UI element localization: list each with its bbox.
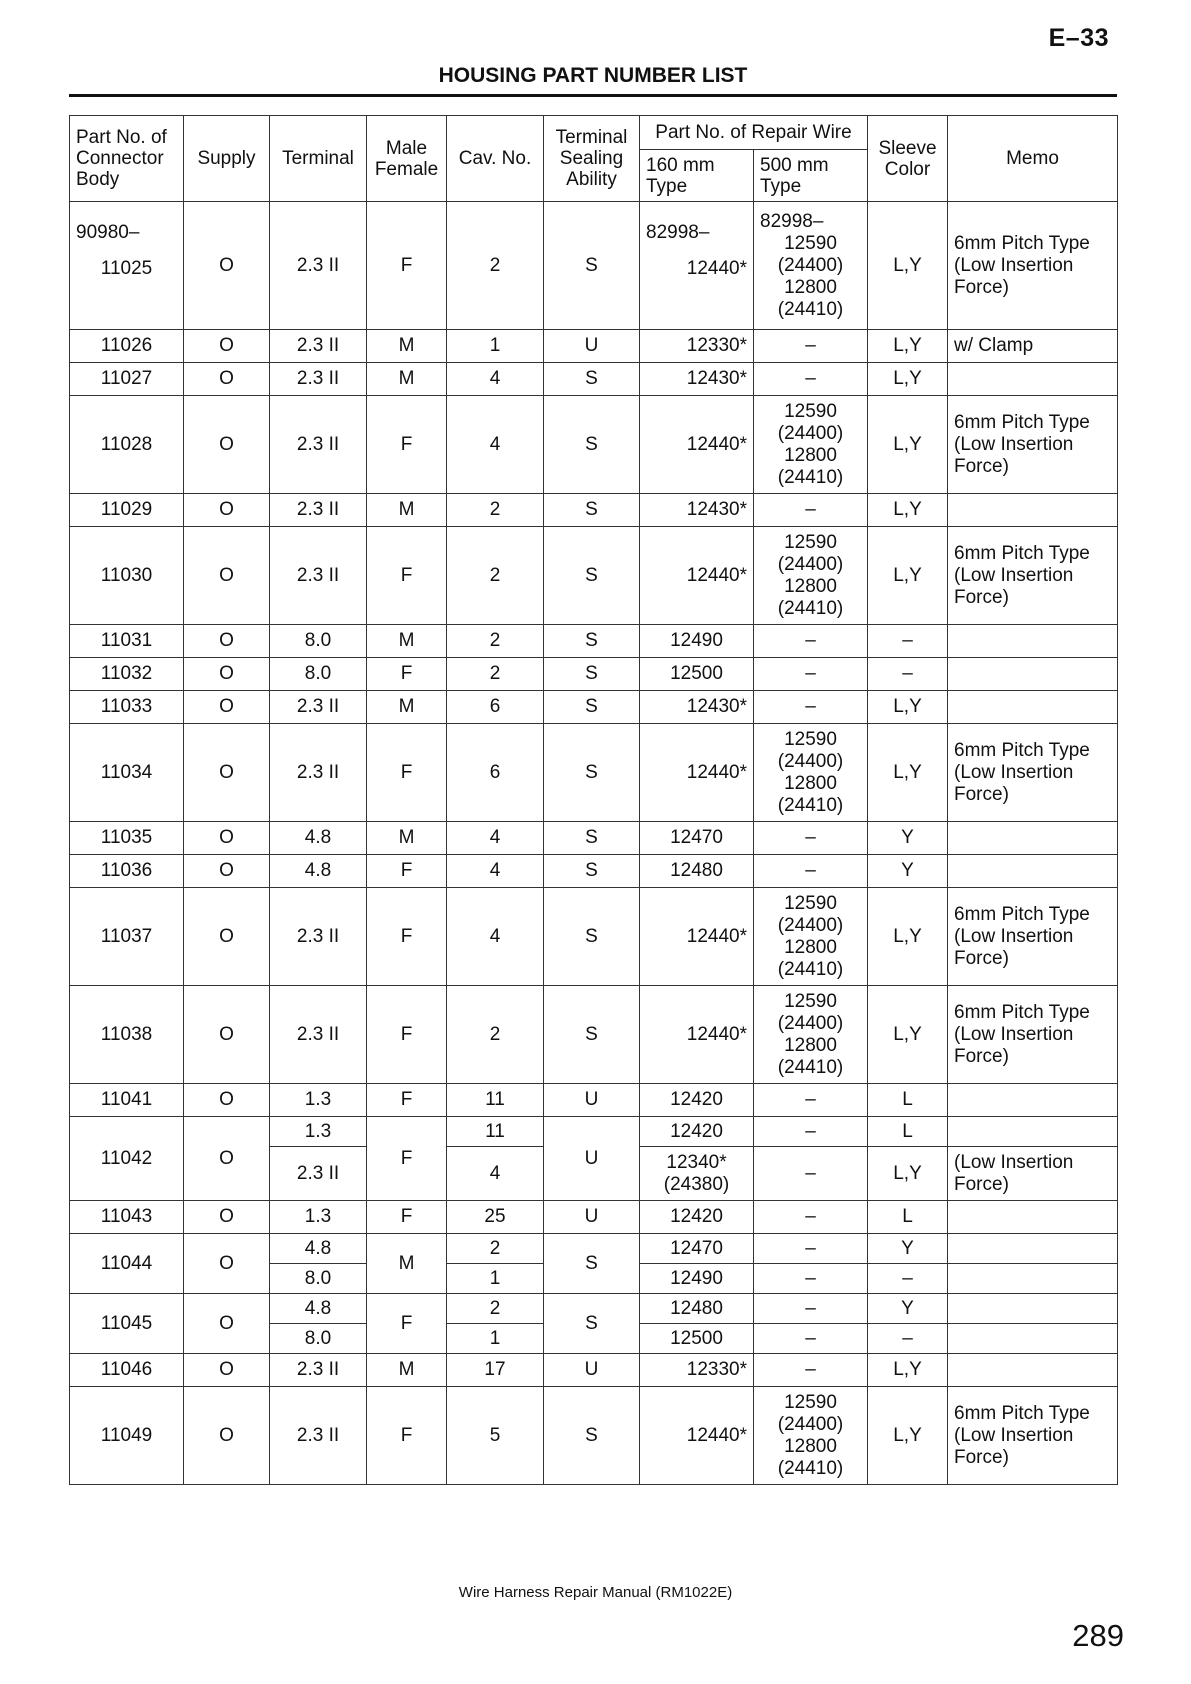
supply-cell: O bbox=[184, 1354, 270, 1387]
memo-cell bbox=[948, 494, 1118, 527]
part-number-cell: 11026 bbox=[70, 330, 184, 363]
header-part-no: Part No. of Connector Body bbox=[70, 116, 184, 202]
male-female-cell: M bbox=[367, 1234, 447, 1294]
cavity-count-cell: 2 bbox=[447, 202, 544, 330]
sleeve-color-cell: L,Y bbox=[868, 1354, 948, 1387]
male-female-cell: F bbox=[367, 888, 447, 986]
table-row bbox=[70, 855, 1118, 888]
repair-wire-500-cell: 12590 (24400) 12800 (24410) bbox=[754, 724, 868, 822]
cavity-count-cell: 1 bbox=[447, 1264, 544, 1294]
supply-cell: O bbox=[184, 986, 270, 1084]
supply-cell: O bbox=[184, 202, 270, 330]
table-row bbox=[70, 986, 1118, 1084]
repair-wire-160-cell: 12440* bbox=[640, 888, 754, 986]
repair-wire-160-cell: 12470 bbox=[640, 1234, 754, 1264]
memo-cell bbox=[948, 1264, 1118, 1294]
memo-cell: 6mm Pitch Type (Low Insertion Force) bbox=[948, 888, 1118, 986]
supply-cell: O bbox=[184, 396, 270, 494]
male-female-cell: F bbox=[367, 658, 447, 691]
sealing-ability-cell: S bbox=[544, 855, 640, 888]
repair-wire-160-cell: 12420 bbox=[640, 1084, 754, 1117]
sealing-ability-cell: U bbox=[544, 1084, 640, 1117]
repair-wire-500-cell: – bbox=[754, 330, 868, 363]
supply-cell: O bbox=[184, 1234, 270, 1294]
sealing-ability-cell: U bbox=[544, 1354, 640, 1387]
supply-cell: O bbox=[184, 527, 270, 625]
repair-wire-500-cell: – bbox=[754, 822, 868, 855]
part-number-cell: 11036 bbox=[70, 855, 184, 888]
terminal-cell: 2.3 II bbox=[270, 330, 367, 363]
male-female-cell: M bbox=[367, 691, 447, 724]
supply-cell: O bbox=[184, 1201, 270, 1234]
male-female-cell: F bbox=[367, 527, 447, 625]
sleeve-color-cell: Y bbox=[868, 1294, 948, 1324]
part-number-cell: 11028 bbox=[70, 396, 184, 494]
repair-wire-160-cell: 12440* bbox=[640, 527, 754, 625]
repair-wire-500-cell bbox=[754, 202, 868, 330]
page-number: 289 bbox=[1072, 1618, 1124, 1653]
heading-divider bbox=[69, 94, 1117, 97]
repair-wire-160-cell: 12440* bbox=[640, 1387, 754, 1485]
repair-wire-160-cell: 12490 bbox=[640, 1264, 754, 1294]
sleeve-color-cell: Y bbox=[868, 822, 948, 855]
part-number-cell bbox=[70, 202, 184, 330]
supply-cell: O bbox=[184, 888, 270, 986]
sleeve-color-cell: Y bbox=[868, 1234, 948, 1264]
cavity-count-cell: 11 bbox=[447, 1117, 544, 1147]
terminal-cell: 2.3 II bbox=[270, 691, 367, 724]
table-row bbox=[70, 1387, 1118, 1485]
part-number-cell: 11027 bbox=[70, 363, 184, 396]
terminal-cell: 4.8 bbox=[270, 822, 367, 855]
repair-wire-160-cell: 12440* bbox=[640, 724, 754, 822]
memo-cell bbox=[948, 1084, 1118, 1117]
part-number-cell: 11049 bbox=[70, 1387, 184, 1485]
sleeve-color-cell: L,Y bbox=[868, 202, 948, 330]
sleeve-color-cell: L,Y bbox=[868, 1387, 948, 1485]
table-row bbox=[70, 888, 1118, 986]
sealing-ability-cell: U bbox=[544, 1117, 640, 1201]
terminal-cell: 8.0 bbox=[270, 625, 367, 658]
terminal-cell: 4.8 bbox=[270, 1294, 367, 1324]
memo-cell: 6mm Pitch Type (Low Insertion Force) bbox=[948, 724, 1118, 822]
memo-cell bbox=[948, 363, 1118, 396]
sealing-ability-cell: U bbox=[544, 1201, 640, 1234]
cavity-count-cell: 1 bbox=[447, 330, 544, 363]
sealing-ability-cell: S bbox=[544, 202, 640, 330]
cavity-count-cell: 2 bbox=[447, 494, 544, 527]
page-title: HOUSING PART NUMBER LIST bbox=[438, 64, 748, 87]
memo-cell: w/ Clamp bbox=[948, 330, 1118, 363]
sleeve-color-cell: – bbox=[868, 1324, 948, 1354]
sleeve-color-cell: L bbox=[868, 1117, 948, 1147]
cavity-count-cell: 25 bbox=[447, 1201, 544, 1234]
terminal-cell: 2.3 II bbox=[270, 363, 367, 396]
supply-cell: O bbox=[184, 1084, 270, 1117]
table-row bbox=[70, 494, 1118, 527]
repair-wire-160-cell: 12430* bbox=[640, 691, 754, 724]
sleeve-color-cell: – bbox=[868, 1264, 948, 1294]
header-memo: Memo bbox=[948, 116, 1118, 202]
repair-wire-500-cell: – bbox=[754, 625, 868, 658]
cavity-count-cell: 2 bbox=[447, 658, 544, 691]
male-female-cell: F bbox=[367, 202, 447, 330]
table-row bbox=[70, 202, 1118, 330]
memo-cell: 6mm Pitch Type (Low Insertion Force) bbox=[948, 202, 1118, 330]
repair-wire-160-cell: 12480 bbox=[640, 855, 754, 888]
supply-cell: O bbox=[184, 822, 270, 855]
sealing-ability-cell: S bbox=[544, 658, 640, 691]
male-female-cell: M bbox=[367, 494, 447, 527]
repair-wire-160-cell: 12470 bbox=[640, 822, 754, 855]
part-number-cell: 11031 bbox=[70, 625, 184, 658]
memo-cell: 6mm Pitch Type (Low Insertion Force) bbox=[948, 986, 1118, 1084]
terminal-cell: 8.0 bbox=[270, 1264, 367, 1294]
repair-wire-160-cell: 12440* bbox=[640, 396, 754, 494]
terminal-cell: 4.8 bbox=[270, 855, 367, 888]
memo-cell bbox=[948, 1234, 1118, 1264]
male-female-cell: F bbox=[367, 1387, 447, 1485]
supply-cell: O bbox=[184, 494, 270, 527]
memo-cell bbox=[948, 822, 1118, 855]
male-female-cell: F bbox=[367, 1117, 447, 1201]
supply-cell: O bbox=[184, 691, 270, 724]
part-number-cell: 11044 bbox=[70, 1234, 184, 1294]
sleeve-color-cell: – bbox=[868, 625, 948, 658]
repair-wire-160-cell: 12440* bbox=[640, 986, 754, 1084]
male-female-cell: M bbox=[367, 330, 447, 363]
header-terminal: Terminal bbox=[270, 116, 367, 202]
terminal-cell: 2.3 II bbox=[270, 1387, 367, 1485]
sleeve-color-cell: L,Y bbox=[868, 330, 948, 363]
repair-wire-160-cell bbox=[640, 202, 754, 330]
memo-cell bbox=[948, 1354, 1118, 1387]
supply-cell: O bbox=[184, 1387, 270, 1485]
memo-cell bbox=[948, 1117, 1118, 1147]
terminal-cell: 8.0 bbox=[270, 1324, 367, 1354]
sealing-ability-cell: S bbox=[544, 625, 640, 658]
supply-cell: O bbox=[184, 363, 270, 396]
supply-cell: O bbox=[184, 855, 270, 888]
repair-wire-500-cell: – bbox=[754, 363, 868, 396]
table-row bbox=[70, 527, 1118, 625]
part-number-cell: 11045 bbox=[70, 1294, 184, 1354]
cavity-count-cell: 4 bbox=[447, 1147, 544, 1201]
header-male-female: Male Female bbox=[367, 116, 447, 202]
sealing-ability-cell: S bbox=[544, 986, 640, 1084]
part-number-cell: 11037 bbox=[70, 888, 184, 986]
table-row bbox=[70, 1234, 1118, 1264]
cavity-count-cell: 1 bbox=[447, 1324, 544, 1354]
repair-wire-500-cell: – bbox=[754, 1117, 868, 1147]
repair-wire-500-value: 12590 (24400) 12800 (24410) bbox=[777, 232, 844, 320]
housing-part-number-table bbox=[69, 115, 1118, 1485]
repair-wire-160-cell: 12420 bbox=[640, 1201, 754, 1234]
sealing-ability-cell: S bbox=[544, 527, 640, 625]
table-row bbox=[70, 822, 1118, 855]
repair-wire-500-cell: – bbox=[754, 691, 868, 724]
sealing-ability-cell: S bbox=[544, 691, 640, 724]
terminal-cell: 1.3 bbox=[270, 1117, 367, 1147]
repair-wire-160-value: 12440* bbox=[686, 257, 747, 279]
terminal-cell: 2.3 II bbox=[270, 986, 367, 1084]
terminal-cell: 2.3 II bbox=[270, 494, 367, 527]
supply-cell: O bbox=[184, 1294, 270, 1354]
male-female-cell: F bbox=[367, 855, 447, 888]
cavity-count-cell: 6 bbox=[447, 724, 544, 822]
part-number-cell: 11035 bbox=[70, 822, 184, 855]
repair-wire-500-cell: – bbox=[754, 1264, 868, 1294]
male-female-cell: F bbox=[367, 396, 447, 494]
male-female-cell: F bbox=[367, 1084, 447, 1117]
repair-wire-500-cell: – bbox=[754, 1147, 868, 1201]
repair-wire-160-cell: 12480 bbox=[640, 1294, 754, 1324]
cavity-count-cell: 2 bbox=[447, 1294, 544, 1324]
repair-wire-500-cell: – bbox=[754, 1294, 868, 1324]
sleeve-color-cell: L bbox=[868, 1084, 948, 1117]
repair-wire-500-cell: – bbox=[754, 658, 868, 691]
supply-cell: O bbox=[184, 625, 270, 658]
sleeve-color-cell: L,Y bbox=[868, 396, 948, 494]
sealing-ability-cell: S bbox=[544, 822, 640, 855]
terminal-cell: 8.0 bbox=[270, 658, 367, 691]
terminal-cell: 1.3 bbox=[270, 1084, 367, 1117]
repair-wire-500-cell: – bbox=[754, 494, 868, 527]
sleeve-color-cell: L,Y bbox=[868, 986, 948, 1084]
memo-cell: 6mm Pitch Type (Low Insertion Force) bbox=[948, 1387, 1118, 1485]
supply-cell: O bbox=[184, 1117, 270, 1201]
repair-wire-160-cell: 12500 bbox=[640, 658, 754, 691]
table-row bbox=[70, 691, 1118, 724]
terminal-cell: 2.3 II bbox=[270, 724, 367, 822]
sleeve-color-cell: L,Y bbox=[868, 527, 948, 625]
cavity-count-cell: 5 bbox=[447, 1387, 544, 1485]
sealing-ability-cell: S bbox=[544, 494, 640, 527]
table-row bbox=[70, 625, 1118, 658]
repair-wire-160-cell: 12340* (24380) bbox=[640, 1147, 754, 1201]
part-number-cell: 11043 bbox=[70, 1201, 184, 1234]
repair-wire-160-cell: 12330* bbox=[640, 1354, 754, 1387]
header-supply: Supply bbox=[184, 116, 270, 202]
memo-cell bbox=[948, 1324, 1118, 1354]
sealing-ability-cell: S bbox=[544, 724, 640, 822]
cavity-count-cell: 4 bbox=[447, 363, 544, 396]
terminal-cell: 2.3 II bbox=[270, 202, 367, 330]
repair-wire-160-cell: 12420 bbox=[640, 1117, 754, 1147]
terminal-cell: 2.3 II bbox=[270, 527, 367, 625]
table-row bbox=[70, 1354, 1118, 1387]
header-sealing-ability: Terminal Sealing Ability bbox=[544, 116, 640, 202]
cavity-count-cell: 2 bbox=[447, 625, 544, 658]
sealing-ability-cell: U bbox=[544, 330, 640, 363]
terminal-cell: 2.3 II bbox=[270, 396, 367, 494]
header-repair-wire: Part No. of Repair Wire bbox=[640, 116, 868, 150]
header-500mm-type: 500 mm Type bbox=[754, 150, 868, 202]
male-female-cell: M bbox=[367, 822, 447, 855]
header-sleeve-color: Sleeve Color bbox=[868, 116, 948, 202]
cavity-count-cell: 4 bbox=[447, 396, 544, 494]
memo-cell bbox=[948, 691, 1118, 724]
table-row bbox=[70, 658, 1118, 691]
sleeve-color-cell: – bbox=[868, 658, 948, 691]
sleeve-color-cell: L,Y bbox=[868, 691, 948, 724]
memo-cell: 6mm Pitch Type (Low Insertion Force) bbox=[948, 396, 1118, 494]
repair-wire-160-cell: 12490 bbox=[640, 625, 754, 658]
terminal-cell: 2.3 II bbox=[270, 1354, 367, 1387]
part-number-cell: 11030 bbox=[70, 527, 184, 625]
repair-wire-500-cell: – bbox=[754, 1201, 868, 1234]
part-number-cell: 11032 bbox=[70, 658, 184, 691]
repair-wire-160-prefix: 82998– bbox=[646, 221, 710, 243]
cavity-count-cell: 2 bbox=[447, 527, 544, 625]
repair-wire-160-cell: 12500 bbox=[640, 1324, 754, 1354]
cavity-count-cell: 4 bbox=[447, 888, 544, 986]
male-female-cell: F bbox=[367, 986, 447, 1084]
repair-wire-500-cell: – bbox=[754, 1324, 868, 1354]
table-row bbox=[70, 396, 1118, 494]
part-prefix: 90980– bbox=[76, 221, 140, 243]
cavity-count-cell: 2 bbox=[447, 1234, 544, 1264]
part-number-cell: 11029 bbox=[70, 494, 184, 527]
cavity-count-cell: 6 bbox=[447, 691, 544, 724]
repair-wire-500-cell: 12590 (24400) 12800 (24410) bbox=[754, 396, 868, 494]
table-body bbox=[70, 202, 1118, 1485]
part-number-cell: 11042 bbox=[70, 1117, 184, 1201]
supply-cell: O bbox=[184, 330, 270, 363]
sleeve-color-cell: L,Y bbox=[868, 888, 948, 986]
table-row bbox=[70, 330, 1118, 363]
table-row bbox=[70, 363, 1118, 396]
part-number-cell: 11046 bbox=[70, 1354, 184, 1387]
repair-wire-500-cell: 12590 (24400) 12800 (24410) bbox=[754, 986, 868, 1084]
section-code: E–33 bbox=[1048, 24, 1109, 52]
cavity-count-cell: 2 bbox=[447, 986, 544, 1084]
sleeve-color-cell: L,Y bbox=[868, 363, 948, 396]
sleeve-color-cell: L,Y bbox=[868, 1147, 948, 1201]
table-row bbox=[70, 724, 1118, 822]
table-row bbox=[70, 1084, 1118, 1117]
part-number-cell: 11038 bbox=[70, 986, 184, 1084]
header-cav-no: Cav. No. bbox=[447, 116, 544, 202]
male-female-cell: M bbox=[367, 625, 447, 658]
sealing-ability-cell: S bbox=[544, 888, 640, 986]
sealing-ability-cell: S bbox=[544, 363, 640, 396]
repair-wire-160-cell: 12430* bbox=[640, 494, 754, 527]
repair-wire-160-cell: 12330* bbox=[640, 330, 754, 363]
repair-wire-500-cell: 12590 (24400) 12800 (24410) bbox=[754, 1387, 868, 1485]
male-female-cell: F bbox=[367, 1294, 447, 1354]
cavity-count-cell: 4 bbox=[447, 822, 544, 855]
terminal-cell: 4.8 bbox=[270, 1234, 367, 1264]
sealing-ability-cell: S bbox=[544, 396, 640, 494]
memo-cell bbox=[948, 1201, 1118, 1234]
male-female-cell: M bbox=[367, 363, 447, 396]
repair-wire-500-cell: – bbox=[754, 1234, 868, 1264]
memo-cell bbox=[948, 855, 1118, 888]
header-160mm-type: 160 mm Type bbox=[640, 150, 754, 202]
part-number-cell: 11041 bbox=[70, 1084, 184, 1117]
repair-wire-500-cell: 12590 (24400) 12800 (24410) bbox=[754, 888, 868, 986]
male-female-cell: M bbox=[367, 1354, 447, 1387]
repair-wire-500-cell: – bbox=[754, 1354, 868, 1387]
terminal-cell: 2.3 II bbox=[270, 888, 367, 986]
repair-wire-160-cell: 12430* bbox=[640, 363, 754, 396]
sealing-ability-cell: S bbox=[544, 1234, 640, 1294]
part-number-cell: 11033 bbox=[70, 691, 184, 724]
memo-cell: (Low Insertion Force) bbox=[948, 1147, 1118, 1201]
table-row bbox=[70, 1117, 1118, 1147]
terminal-cell: 1.3 bbox=[270, 1201, 367, 1234]
terminal-cell: 2.3 II bbox=[270, 1147, 367, 1201]
footer-manual-title: Wire Harness Repair Manual (RM1022E) bbox=[458, 1584, 733, 1601]
male-female-cell: F bbox=[367, 1201, 447, 1234]
repair-wire-500-cell: 12590 (24400) 12800 (24410) bbox=[754, 527, 868, 625]
sleeve-color-cell: Y bbox=[868, 855, 948, 888]
cavity-count-cell: 4 bbox=[447, 855, 544, 888]
supply-cell: O bbox=[184, 724, 270, 822]
male-female-cell: F bbox=[367, 724, 447, 822]
memo-cell bbox=[948, 625, 1118, 658]
table-row bbox=[70, 1201, 1118, 1234]
sealing-ability-cell: S bbox=[544, 1294, 640, 1354]
sleeve-color-cell: L,Y bbox=[868, 494, 948, 527]
part-number-cell: 11034 bbox=[70, 724, 184, 822]
sleeve-color-cell: L bbox=[868, 1201, 948, 1234]
supply-cell: O bbox=[184, 658, 270, 691]
memo-cell: 6mm Pitch Type (Low Insertion Force) bbox=[948, 527, 1118, 625]
repair-wire-500-cell: – bbox=[754, 855, 868, 888]
memo-cell bbox=[948, 1294, 1118, 1324]
memo-cell bbox=[948, 658, 1118, 691]
cavity-count-cell: 11 bbox=[447, 1084, 544, 1117]
repair-wire-500-prefix: 82998– bbox=[760, 210, 824, 232]
sleeve-color-cell: L,Y bbox=[868, 724, 948, 822]
sealing-ability-cell: S bbox=[544, 1387, 640, 1485]
repair-wire-500-cell: – bbox=[754, 1084, 868, 1117]
cavity-count-cell: 17 bbox=[447, 1354, 544, 1387]
part-number-value: 11025 bbox=[100, 257, 153, 279]
table-row bbox=[70, 1294, 1118, 1324]
